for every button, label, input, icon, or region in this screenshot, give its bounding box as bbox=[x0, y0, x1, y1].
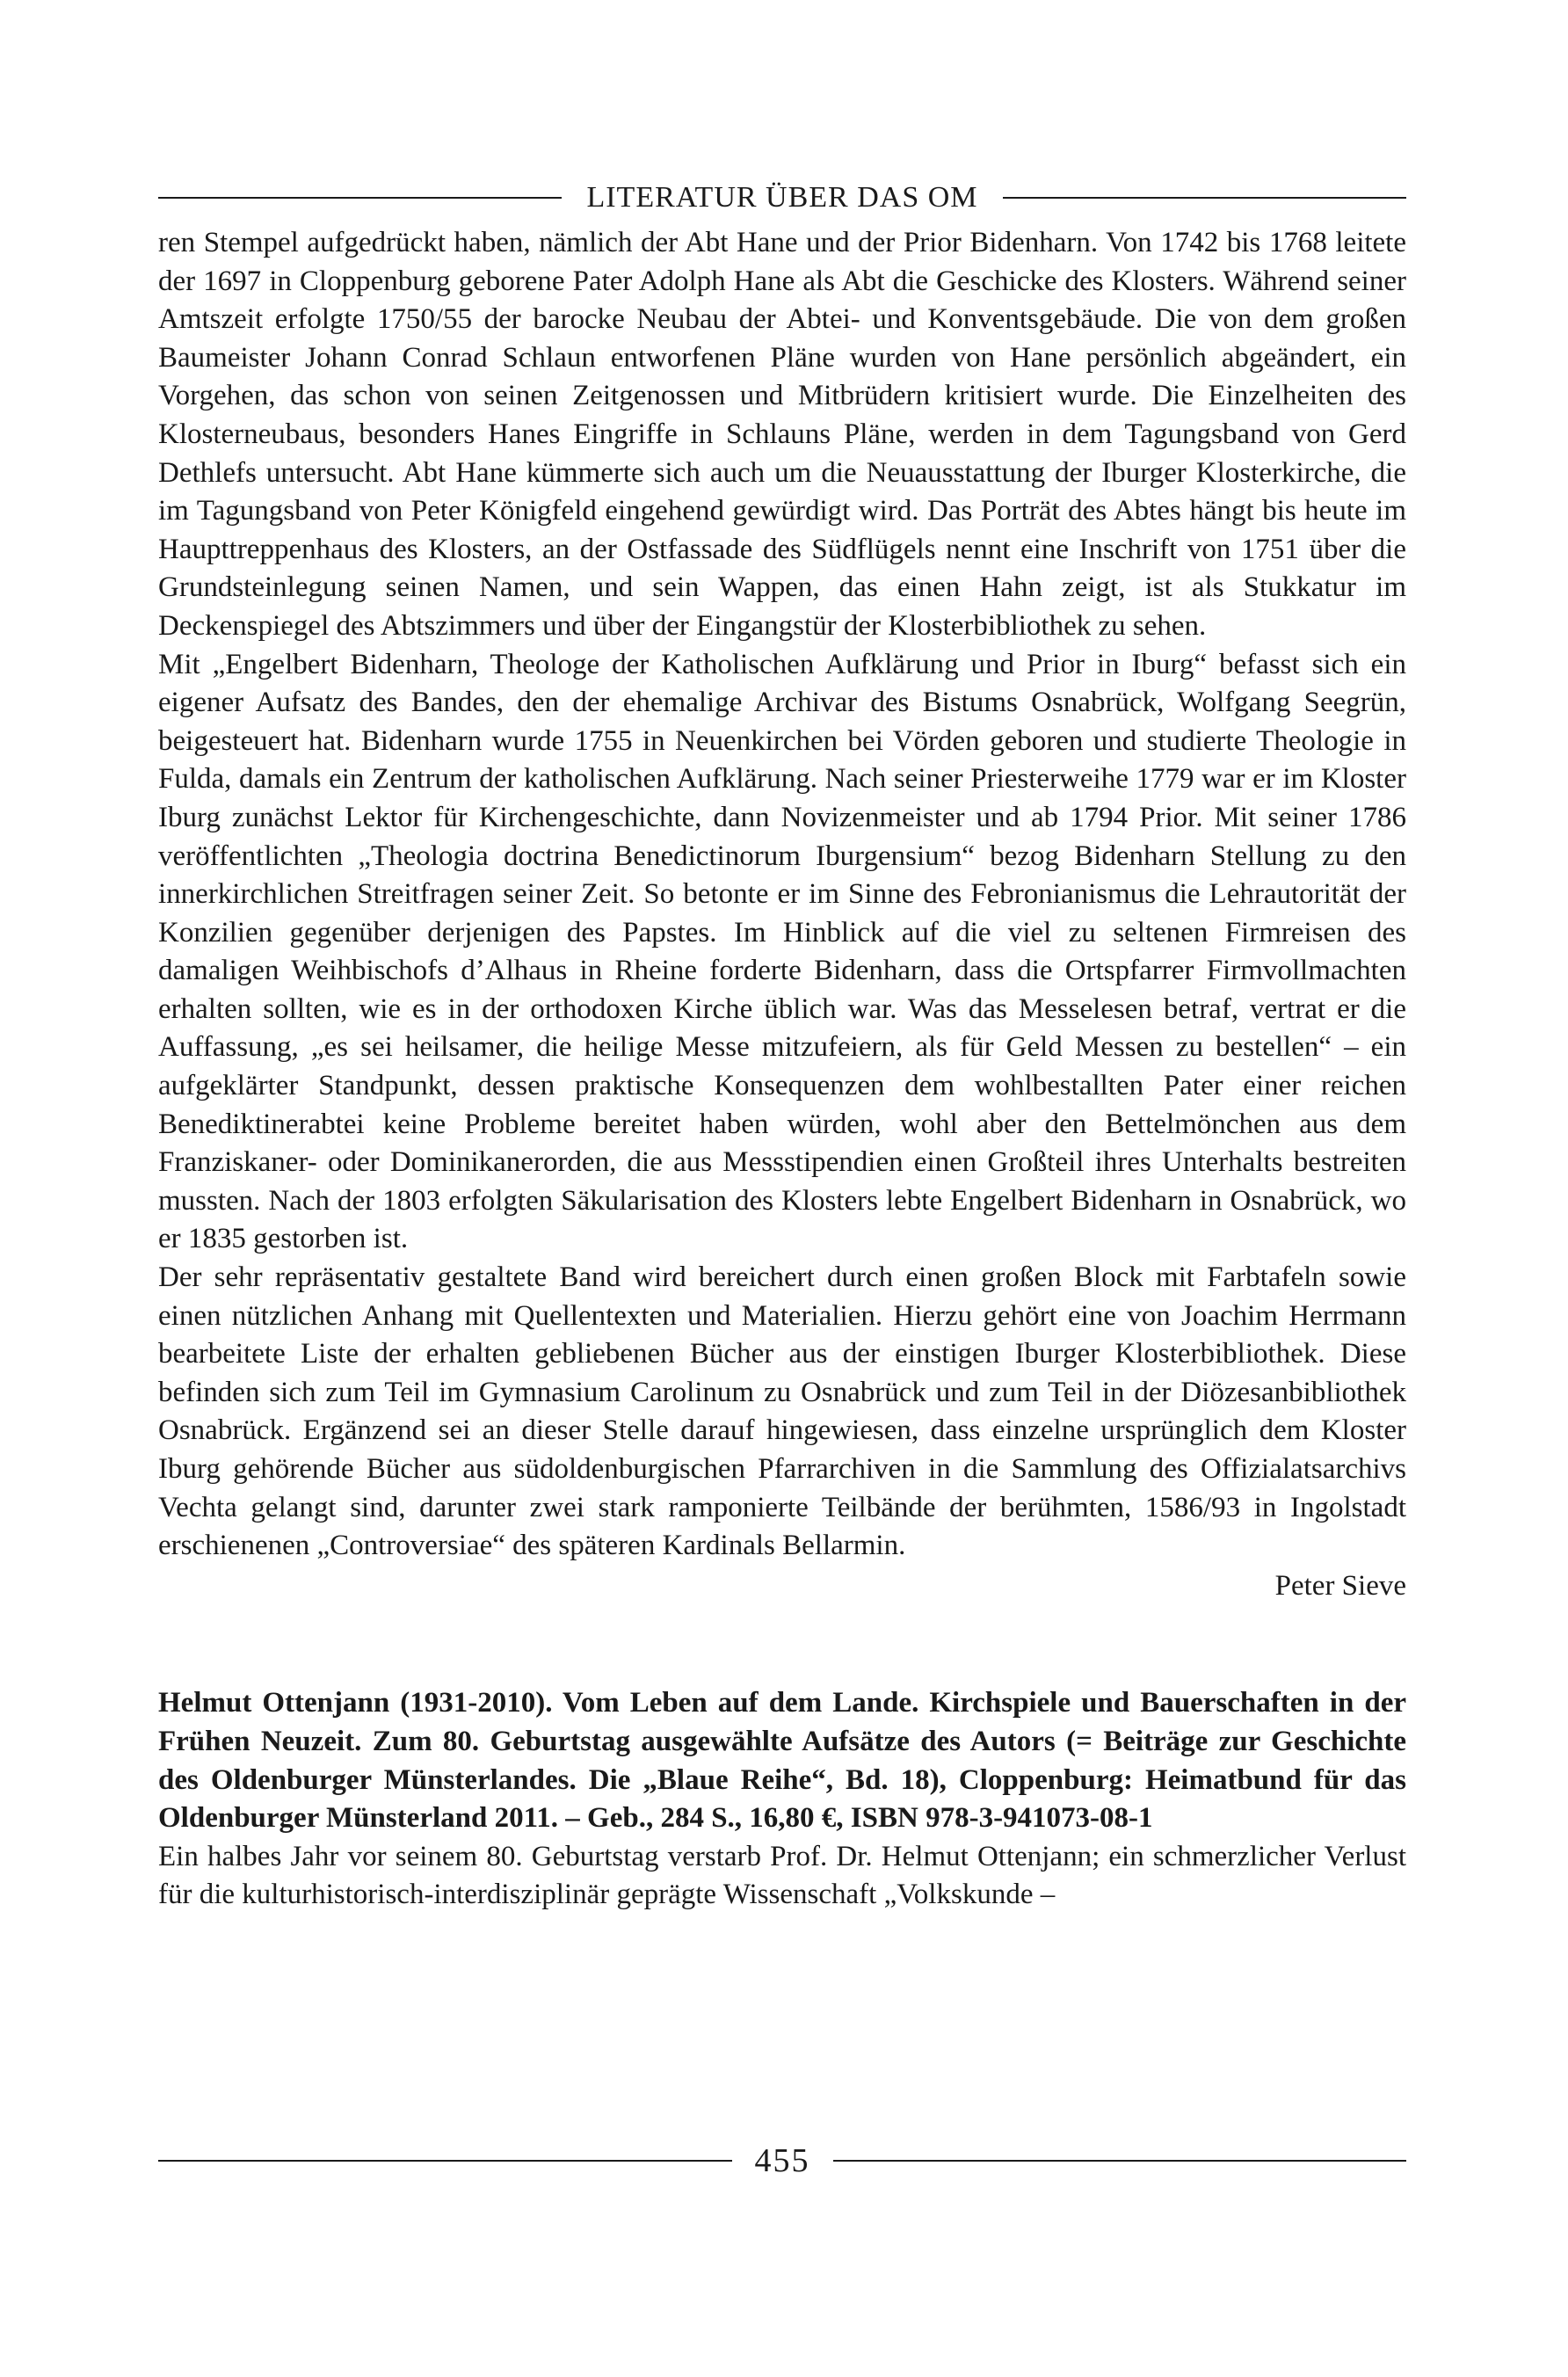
page-body bbox=[158, 224, 1406, 1915]
header-rule-right bbox=[1003, 197, 1406, 199]
review1-paragraph-1: ren Stempel aufgedrückt haben, nämlich der Abt Hane und der Prior Bidenharn. Von 1742 bis 1768 leitete der 1697 in Cloppenburg geborene Pater Adolph Hane als Abt die Geschicke des Klosters. Während seiner Amtszeit erfolgte 1750/55 der barocke Neubau der Abtei- und Konventsgebäude. Die von dem großen Baumeister Johann Conrad Schlaun entworfenen Pläne wurden von Hane persönlich abgeändert, ein Vorgehen, das schon von seinen Zeitgenossen und Mitbrüdern kritisiert wurde. Die Einzelheiten des Klosterneubaus, besonders Hanes Eingriffe in Schlauns Pläne, werden in dem Tagungsband von Gerd Dethlefs untersucht. Abt Hane kümmerte sich auch um die Neuausstattung der Iburger Klosterkirche, die im Tagungsband von Peter Königfeld eingehend gewürdigt wird. Das Porträt des Abtes hängt bis heute im Haupttreppenhaus des Klosters, an der Ostfassade des Südflügels nennt eine Inschrift von 1751 über die Grundsteinlegung seinen Namen, und sein Wappen, das einen Hahn zeigt, ist als Stukkatur im Deckenspiegel des Abtszimmers und über der Eingangstür der Klosterbibliothek zu sehen. bbox=[158, 227, 1406, 642]
review2-title: Helmut Ottenjann (1931-2010). Vom Leben auf dem Lande. Kirchspiele und Bauerschaften in der Frühen Neuzeit. Zum 80. Geburtstag ausgewählte Aufsätze des Autors (= Beiträge zur Geschichte des Oldenburger Münsterlandes. Die „Blaue Reihe“, Bd. 18), Cloppenburg: Heimatbund für das Oldenburger Münsterland 2011. – Geb., 284 S., 16,80 €, ISBN 978-3-941073-08-1 bbox=[158, 1687, 1406, 1835]
running-header bbox=[158, 176, 1406, 220]
page-footer bbox=[158, 2134, 1406, 2187]
header-rule-left bbox=[158, 197, 562, 199]
footer-rule-right bbox=[833, 2160, 1407, 2162]
review1-paragraph-2: Mit „Engelbert Bidenharn, Theologe der Katholischen Aufklärung und Prior in Iburg“ befasst sich ein eigener Aufsatz des Bandes, den der ehemalige Archivar des Bistums Osnabrück, Wolfgang Seegrün, beigesteuert hat. Bidenharn wurde 1755 in Neuenkirchen bei Vörden geboren und studierte Theologie in Fulda, damals ein Zentrum der katholischen Aufklärung. Nach seiner Priesterweihe 1779 war er im Kloster Iburg zunächst Lektor für Kirchengeschichte, dann Novizenmeister und ab 1794 Prior. Mit seiner 1786 veröffentlichten „Theologia doctrina Benedictinorum Iburgensium“ bezog Bidenharn Stellung zu den innerkirchlichen Streitfragen seiner Zeit. So betonte er im Sinne des Febronianismus die Lehrautorität der Konzilien gegenüber derjenigen des Papstes. Im Hinblick auf die viel zu seltenen Firmreisen des damaligen Weihbischofs d’Alhaus in Rheine forderte Bidenharn, dass die Ortspfarrer Firmvollmachten erhalten sollten, wie es in der orthodoxen Kirche üblich war. Was das Messelesen betraf, vertrat er die Auffassung, „es sei heilsamer, die heilige Messe mitzufeiern, als für Geld Messen zu bestellen“ – ein aufgeklärter Standpunkt, dessen praktische Konsequenzen dem wohlbestallten Pater einer reichen Benediktinerabtei keine Probleme bereitet haben würden, wohl aber den Bettelmönchen aus dem Franziskaner- oder Dominikanerorden, die aus Messstipendien einen Großteil ihres Unterhalts bestreiten mussten. Nach der 1803 erfolgten Säkularisation des Klosters lebte Engelbert Bidenharn in Osnabrück, wo er 1835 gestorben ist. bbox=[158, 648, 1406, 1255]
running-header-title: LITERATUR ÜBER DAS OM bbox=[586, 181, 978, 214]
review1-author: Peter Sieve bbox=[1274, 1569, 1406, 1602]
page-number: 455 bbox=[754, 2142, 810, 2179]
review1-paragraph-3: Der sehr repräsentativ gestaltete Band wird bereichert durch einen großen Block mit Farbtafeln sowie einen nützlichen Anhang mit Quellentexten und Materialien. Hierzu gehört eine von Joachim Herrmann bearbeitete Liste der erhalten gebliebenen Bücher aus der einstigen Iburger Klosterbibliothek. Diese befinden sich zum Teil im Gymnasium Carolinum zu Osnabrück und zum Teil in der Diözesanbibliothek Osnabrück. Ergänzend sei an dieser Stelle darauf hingewiesen, dass einzelne ursprünglich dem Kloster Iburg gehörende Bücher aus südoldenburgischen Pfarrarchiven in die Sammlung des Offizialatsarchivs Vechta gelangt sind, darunter zwei stark ramponierte Teilbände der berühmten, 1586/93 in Ingolstadt erschienenen „Controversiae“ des späteren Kardinals Bellarmin. bbox=[158, 1261, 1406, 1562]
footer-rule-left bbox=[158, 2160, 732, 2162]
review2-paragraph-1: Ein halbes Jahr vor seinem 80. Geburtstag verstarb Prof. Dr. Helmut Ottenjann; ein schmerzlicher Verlust für die kulturhistorisch-interdisziplinär geprägte Wissenschaft „Volkskunde – bbox=[158, 1840, 1406, 1911]
